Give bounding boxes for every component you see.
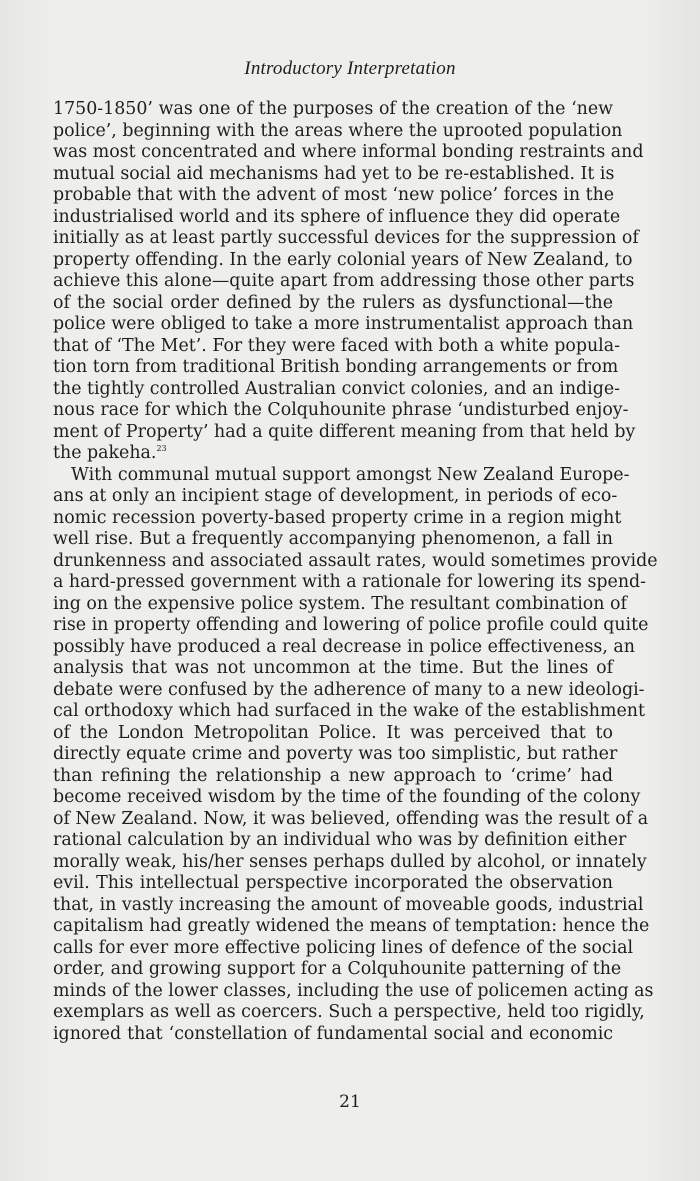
text-line: property offending. In the early colonial years of New Zealand, to: [53, 249, 633, 270]
text-line: ment of Property’ had a quite different meaning from that held by: [53, 421, 636, 442]
text-line: possibly have produced a real decrease in police effectiveness, an: [53, 636, 635, 657]
text-line: evil. This intellectual perspective incorporated the observation: [53, 873, 613, 893]
text-line: was most concentrated and where informal bonding restraints and: [53, 142, 644, 162]
text-line: that of ‘The Met’. For they were faced with both a white popula-: [53, 335, 620, 356]
paragraph-1: [53, 99, 644, 465]
text-line: cal orthodoxy which had surfaced in the wake of the establishment: [53, 701, 645, 721]
text-line: analysis that was not uncommon at the time. But the lines of: [53, 658, 613, 678]
text-line: of the London Metropolitan Police. It was perceived that to: [53, 722, 613, 743]
text-line: of New Zealand. Now, it was believed, offending was the result of a: [53, 808, 649, 829]
text-line: debate were confused by the adherence of many to a new ideologi-: [53, 679, 645, 700]
text-line: a hard-pressed government with a rationale for lowering its spend-: [53, 572, 647, 592]
text-line: drunkenness and associated assault rates, would sometimes provide: [53, 550, 658, 571]
final-line-text: the pakeha.: [53, 443, 157, 463]
text-line: police’, beginning with the areas where the uprooted population: [53, 120, 623, 141]
text-line: of the social order defined by the rulers as dysfunctional—the: [53, 292, 613, 313]
text-line: police were obliged to take a more instrumentalist approach than: [53, 314, 634, 334]
footnote-reference[interactable]: 23: [156, 444, 167, 453]
text-line: directly equate crime and poverty was too simplistic, but rather: [53, 744, 618, 764]
text-line: than refining the relationship a new approach to ‘crime’ had: [53, 765, 613, 786]
text-line: probable that with the advent of most ‘new police’ forces in the: [53, 185, 615, 205]
text-line: morally weak, his/her senses perhaps dulled by alcohol, or innately: [53, 851, 647, 872]
body-text: [53, 99, 658, 1045]
text-line: With communal mutual support amongst New Zealand Europe-: [71, 464, 630, 485]
text-line: nomic recession poverty-based property crime in a region might: [53, 507, 622, 528]
text-line: 1750-1850’ was one of the purposes of the creation of the ‘new: [53, 99, 613, 119]
text-line-final: [53, 443, 613, 465]
text-line: minds of the lower classes, including the use of policemen acting as: [53, 980, 654, 1001]
text-line: order, and growing support for a Colquhounite patterning of the: [53, 959, 622, 979]
text-line: initially as at least partly successful devices for the suppression of: [53, 228, 639, 248]
text-line: that, in vastly increasing the amount of moveable goods, industrial: [53, 894, 644, 915]
text-line: ignored that ‘constellation of fundamental social and economic: [53, 1023, 613, 1044]
text-line: ans at only an incipient stage of development, in periods of eco-: [53, 486, 618, 506]
text-line: well rise. But a frequently accompanying phenomenon, a fall in: [53, 529, 613, 549]
text-line: rise in property offending and lowering of police profile could quite: [53, 615, 649, 635]
text-line: exemplars as well as coercers. Such a perspective, held too rigidly,: [53, 1002, 645, 1022]
text-line: industrialised world and its sphere of influence they did operate: [53, 206, 621, 227]
text-line: ing on the expensive police system. The resultant combination of: [53, 593, 627, 614]
text-line: rational calculation by an individual who was by definition either: [53, 830, 627, 850]
text-line: tion torn from traditional British bonding arrangements or from: [53, 357, 619, 377]
text-line: the tightly controlled Australian convict colonies, and an indige-: [53, 378, 621, 399]
text-line: mutual social aid mechanisms had yet to be re-established. It is: [53, 163, 615, 184]
text-line: nous race for which the Colquhounite phrase ‘undisturbed enjoy-: [53, 400, 629, 420]
text-line: capitalism had greatly widened the means of temptation: hence the: [53, 916, 650, 936]
text-line: achieve this alone—quite apart from addressing those other parts: [53, 271, 635, 291]
page-number: 21: [339, 1092, 361, 1112]
text-line: become received wisdom by the time of the founding of the colony: [53, 787, 641, 807]
running-head: Introductory Interpretation: [244, 58, 456, 79]
text-line: calls for ever more effective policing lines of defence of the social: [53, 937, 634, 958]
paragraph-2: [53, 464, 658, 1046]
